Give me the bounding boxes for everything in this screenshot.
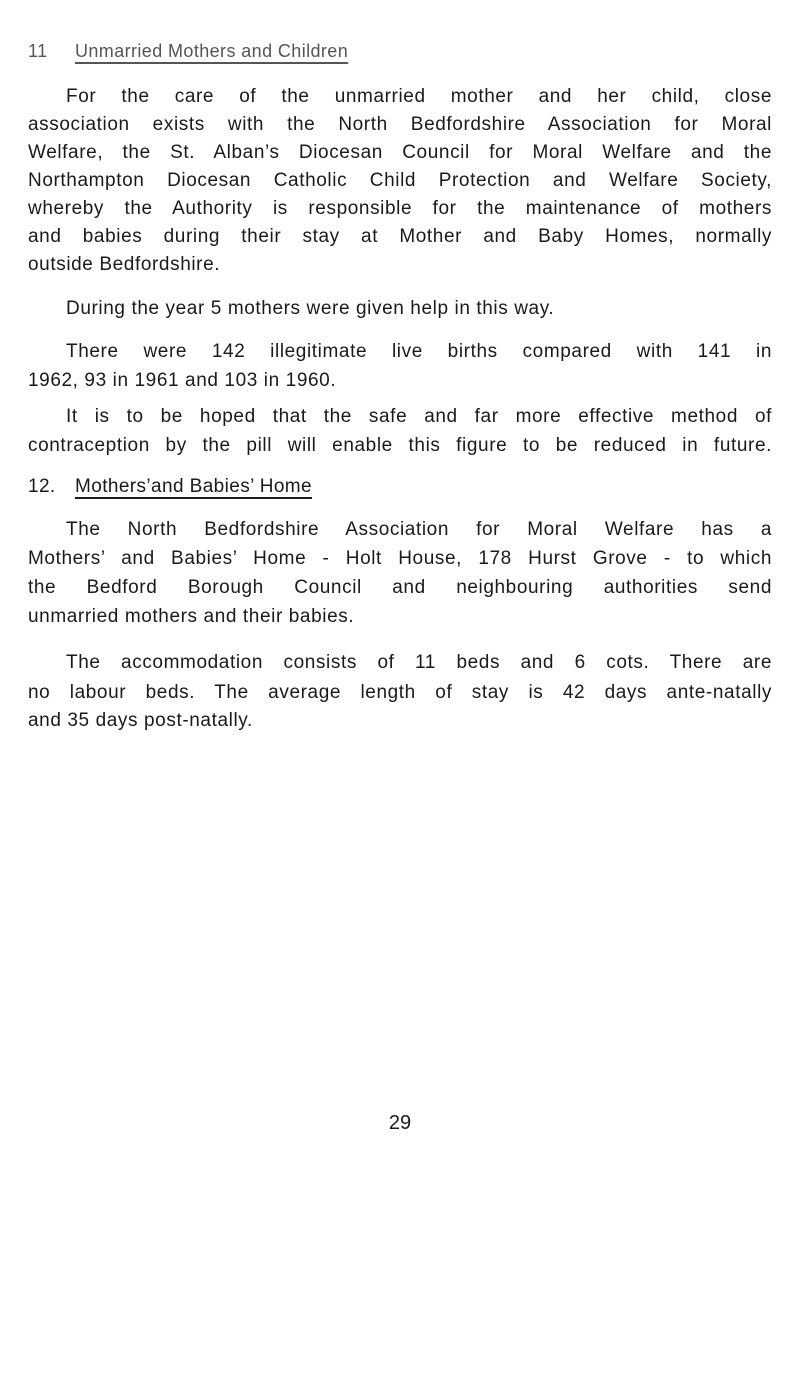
section-title: Mothers’and Babies’ Home <box>75 476 313 497</box>
paragraph-line: and 35 days post-natally. <box>28 710 253 731</box>
paragraph-line: association exists with the North Bedfordshire Association for Moral <box>28 114 772 135</box>
paragraph-line: unmarried mothers and their babies. <box>28 606 355 627</box>
section-number: 11 <box>28 41 48 61</box>
paragraph-line: During the year 5 mothers were given help in this way. <box>66 298 555 319</box>
section-heading-11 <box>28 38 348 64</box>
paragraph-line: For the care of the unmarried mother and her child, close <box>66 86 772 107</box>
paragraph-line: and babies during their stay at Mother and Baby Homes, normally <box>28 226 772 247</box>
section-heading-12 <box>28 474 312 500</box>
section-title: Unmarried Mothers and Children <box>75 41 349 61</box>
paragraph-line: Welfare, the St. Alban’s Diocesan Council for Moral Welfare and the <box>28 142 772 163</box>
paragraph-line: Northampton Diocesan Catholic Child Protection and Welfare Society, <box>28 170 772 191</box>
paragraph-line: The accommodation consists of 11 beds and 6 cots. There are <box>66 652 772 673</box>
paragraph-line: the Bedford Borough Council and neighbouring authorities send <box>28 577 772 598</box>
paragraph-line: whereby the Authority is responsible for the maintenance of mothers <box>28 198 772 219</box>
paragraph-line: There were 142 illegitimate live births compared with 141 in <box>66 341 772 362</box>
paragraph-line: 1962, 93 in 1961 and 103 in 1960. <box>28 370 337 391</box>
paragraph-line: The North Bedfordshire Association for Moral Welfare has a <box>66 519 772 540</box>
paragraph-line: It is to be hoped that the safe and far more effective method of <box>66 406 772 427</box>
paragraph-line: no labour beds. The average length of stay is 42 days ante-natally <box>28 682 772 703</box>
paragraph-line: outside Bedfordshire. <box>28 254 221 275</box>
paragraph-line: Mothers’ and Babies’ Home - Holt House, 178 Hurst Grove - to which <box>28 548 772 569</box>
section-number: 12. <box>28 476 56 497</box>
paragraph-line: contraception by the pill will enable this figure to be reduced in future. <box>28 435 772 456</box>
page-number: 29 <box>388 1112 412 1134</box>
